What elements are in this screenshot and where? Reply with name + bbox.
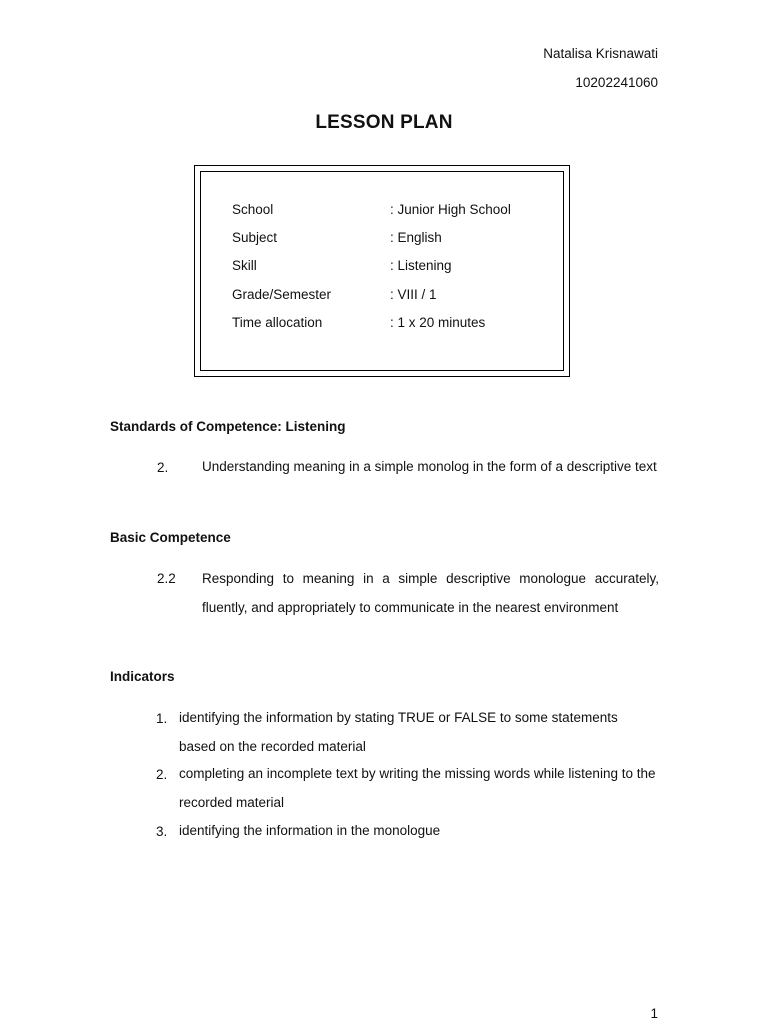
basic-competence-text: Responding to meaning in a simple descriptive monologue accurately, fluently, and appropriately to communicate in the nearest environment xyxy=(202,571,659,615)
info-value: : Junior High School xyxy=(390,202,511,217)
basic-competence-number: 2.2 xyxy=(157,571,176,586)
info-row-time-allocation xyxy=(232,315,552,335)
standards-number: 2. xyxy=(157,460,169,475)
indicator-text: identifying the information in the monologue xyxy=(179,823,441,838)
info-label: School xyxy=(232,202,274,217)
standards-heading: Standards of Competence: Listening xyxy=(110,419,346,434)
standards-text: Understanding meaning in a simple monolog in the form of a descriptive text xyxy=(202,459,657,474)
indicators-heading: Indicators xyxy=(110,669,175,684)
info-row-school xyxy=(232,202,552,222)
basic-competence-heading: Basic Competence xyxy=(110,530,231,545)
info-row-grade-semester xyxy=(232,287,552,307)
info-label: Skill xyxy=(232,258,257,273)
info-value: : 1 x 20 minutes xyxy=(390,315,486,330)
info-label: Time allocation xyxy=(232,315,323,330)
indicator-text: completing an incomplete text by writing the missing words while listening to the recorded material xyxy=(179,766,656,810)
indicator-number: 3. xyxy=(156,824,168,839)
student-id: 10202241060 xyxy=(575,75,658,90)
info-row-skill xyxy=(232,258,552,278)
info-label: Subject xyxy=(232,230,278,245)
author-name: Natalisa Krisnawati xyxy=(543,46,658,61)
info-value: : VIII / 1 xyxy=(390,287,437,302)
page-title: LESSON PLAN xyxy=(315,112,453,133)
info-value: : English xyxy=(390,230,442,245)
indicator-text: identifying the information by stating TRUE or FALSE to some statements based on the recorded material xyxy=(179,710,618,754)
indicator-number: 2. xyxy=(156,767,168,782)
indicator-number: 1. xyxy=(156,711,168,726)
info-label: Grade/Semester xyxy=(232,287,332,302)
info-row-subject xyxy=(232,230,552,250)
page-number: 1 xyxy=(650,1006,658,1021)
info-value: : Listening xyxy=(390,258,452,273)
